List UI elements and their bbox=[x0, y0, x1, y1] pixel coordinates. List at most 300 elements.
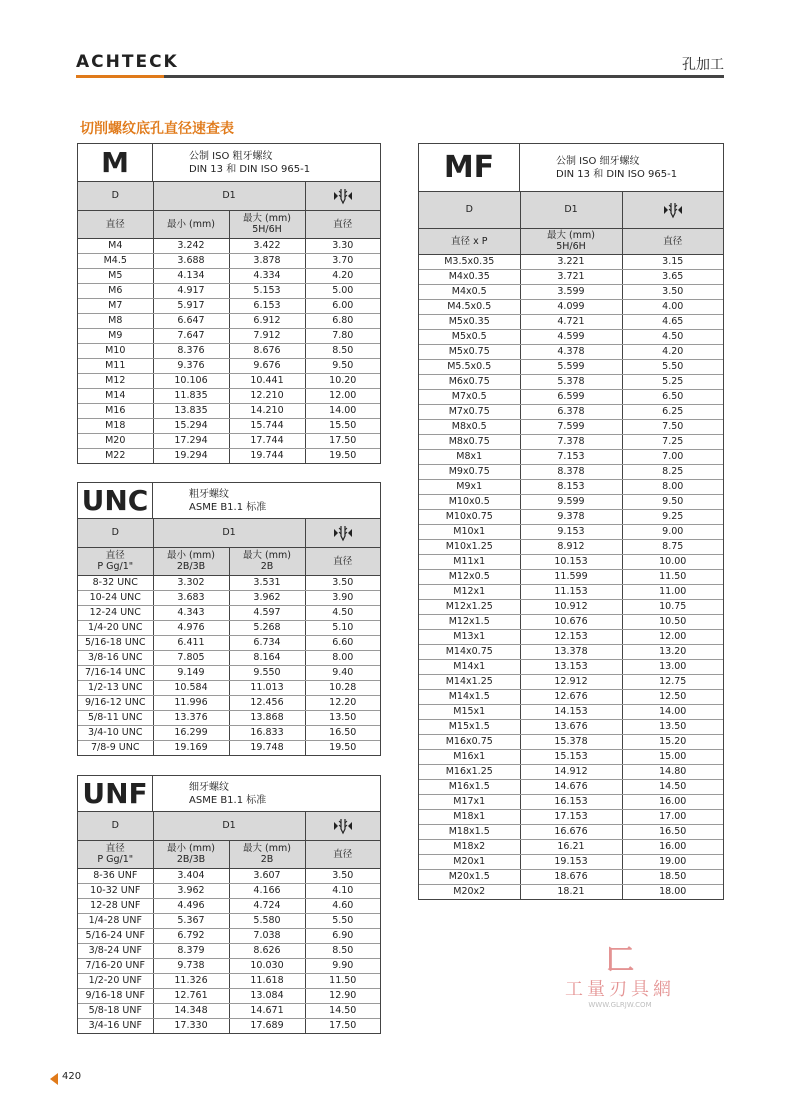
table-cell: 1/4-20 UNC bbox=[78, 620, 153, 635]
table-row bbox=[78, 268, 380, 283]
table-cell: 5/16-18 UNC bbox=[78, 635, 153, 650]
table-cell: 9.550 bbox=[229, 665, 305, 680]
table-row bbox=[419, 509, 723, 524]
mf-table-header bbox=[419, 144, 723, 192]
table-cell: 7/16-14 UNC bbox=[78, 665, 153, 680]
mf-data bbox=[419, 254, 723, 899]
table-row bbox=[78, 575, 380, 590]
table-cell: 7.00 bbox=[622, 449, 723, 464]
table-row bbox=[78, 283, 380, 298]
unf-subheader-0: 直径 P Gg/1" bbox=[78, 840, 153, 868]
unf-subheader-1: 最小 (mm) 2B/3B bbox=[153, 840, 229, 868]
table-cell: 9.50 bbox=[305, 358, 380, 373]
table-cell: 12.676 bbox=[520, 689, 622, 704]
table-row bbox=[419, 434, 723, 449]
table-row bbox=[419, 749, 723, 764]
table-cell: 5/8-11 UNC bbox=[78, 710, 153, 725]
mf-subheader-2: 直径 bbox=[622, 228, 723, 254]
table-cell: 14.676 bbox=[520, 779, 622, 794]
table-cell: 9.599 bbox=[520, 494, 622, 509]
table-cell: 10.50 bbox=[622, 614, 723, 629]
table-cell: 3.962 bbox=[153, 883, 229, 898]
table-row bbox=[78, 1003, 380, 1018]
table-row bbox=[419, 284, 723, 299]
table-cell: 16.50 bbox=[305, 725, 380, 740]
table-cell: 11.153 bbox=[520, 584, 622, 599]
table-row bbox=[78, 403, 380, 418]
unf-col-d1: D1 bbox=[153, 812, 305, 840]
table-cell: M4x0.35 bbox=[419, 269, 520, 284]
table-cell: M9 bbox=[78, 328, 153, 343]
m-dim-row bbox=[78, 182, 380, 210]
table-unc bbox=[77, 482, 381, 756]
table-cell: 7.599 bbox=[520, 419, 622, 434]
table-row bbox=[419, 869, 723, 884]
table-cell: 5.599 bbox=[520, 359, 622, 374]
table-row bbox=[78, 988, 380, 1003]
table-cell: 10.584 bbox=[153, 680, 229, 695]
table-cell: 5.50 bbox=[305, 913, 380, 928]
table-cell: 17.50 bbox=[305, 433, 380, 448]
table-cell: 6.00 bbox=[305, 298, 380, 313]
table-row bbox=[419, 374, 723, 389]
table-cell: M20x2 bbox=[453, 886, 486, 898]
m-tool-icon-cell bbox=[305, 182, 380, 210]
table-row bbox=[419, 734, 723, 749]
table-cell: 17.153 bbox=[520, 809, 622, 824]
thread-tool-icon bbox=[330, 524, 356, 542]
m-subheader-2: 最大 (mm) 5H/6H bbox=[229, 210, 305, 238]
table-cell: 5.25 bbox=[622, 374, 723, 389]
table-cell: 3.50 bbox=[305, 868, 380, 883]
table-row bbox=[78, 1018, 380, 1033]
mf-code: MF bbox=[419, 144, 520, 191]
table-cell: 13.50 bbox=[622, 719, 723, 734]
table-row bbox=[78, 388, 380, 403]
table-cell: M17x1 bbox=[419, 794, 520, 809]
header-rule bbox=[76, 75, 724, 78]
table-cell: 15.744 bbox=[229, 418, 305, 433]
table-cell: 12.90 bbox=[305, 988, 380, 1003]
unf-tool-icon-cell bbox=[305, 812, 380, 840]
table-cell: M15x1.5 bbox=[419, 719, 520, 734]
table-cell: 7.805 bbox=[153, 650, 229, 665]
table-cell: 10.153 bbox=[520, 554, 622, 569]
table-cell: 3.688 bbox=[153, 253, 229, 268]
table-cell: 19.00 bbox=[622, 854, 723, 869]
table-cell: 11.996 bbox=[153, 695, 229, 710]
table-cell: M15x1 bbox=[419, 704, 520, 719]
table-cell: 6.60 bbox=[305, 635, 380, 650]
table-cell: 6.80 bbox=[305, 313, 380, 328]
table-cell: 19.50 bbox=[305, 448, 380, 463]
mf-col-d1: D1 bbox=[520, 192, 622, 228]
watermark-url: WWW.GLRJW.COM bbox=[588, 1001, 652, 1009]
m-subheader-1: 最小 (mm) bbox=[153, 210, 229, 238]
table-row bbox=[78, 605, 380, 620]
table-cell: 12.761 bbox=[153, 988, 229, 1003]
table-row bbox=[419, 674, 723, 689]
table-cell: 4.099 bbox=[520, 299, 622, 314]
table-cell: M5.5x0.5 bbox=[419, 359, 520, 374]
table-cell: 13.835 bbox=[153, 403, 229, 418]
m-data bbox=[78, 238, 380, 463]
table-cell: 3/4-10 UNC bbox=[78, 725, 153, 740]
watermark bbox=[545, 945, 695, 1009]
m-description bbox=[153, 144, 310, 181]
table-cell: 8.912 bbox=[520, 539, 622, 554]
table-cell: 12.20 bbox=[305, 695, 380, 710]
table-cell: M12x1.25 bbox=[419, 599, 520, 614]
table-cell: 4.65 bbox=[622, 314, 723, 329]
table-cell: M7x0.5 bbox=[419, 389, 520, 404]
table-cell: 3/4-16 UNF bbox=[88, 1020, 142, 1032]
unc-col-d: D bbox=[78, 519, 153, 547]
table-row bbox=[419, 584, 723, 599]
table-cell: 10.106 bbox=[153, 373, 229, 388]
table-cell: 14.00 bbox=[622, 704, 723, 719]
m-col-d1: D1 bbox=[153, 182, 305, 210]
table-cell: 9.378 bbox=[520, 509, 622, 524]
table-row bbox=[78, 328, 380, 343]
table-cell: 1/4-28 UNF bbox=[78, 913, 153, 928]
table-row bbox=[419, 299, 723, 314]
table-cell: 11.326 bbox=[153, 973, 229, 988]
table-cell: 9.00 bbox=[622, 524, 723, 539]
table-cell: 4.917 bbox=[153, 283, 229, 298]
table-cell: M4 bbox=[78, 238, 153, 253]
table-cell: 4.597 bbox=[229, 605, 305, 620]
table-cell: 6.599 bbox=[520, 389, 622, 404]
table-cell: M5x0.35 bbox=[419, 314, 520, 329]
table-row bbox=[419, 629, 723, 644]
m-code: M bbox=[78, 144, 153, 181]
table-cell: 6.912 bbox=[229, 313, 305, 328]
table-cell: 6.50 bbox=[622, 389, 723, 404]
table-row bbox=[78, 710, 380, 725]
unf-table-header bbox=[78, 776, 380, 812]
unc-subheader-0: 直径 P Gg/1" bbox=[78, 547, 153, 575]
table-cell: 9.90 bbox=[305, 958, 380, 973]
table-row bbox=[419, 884, 723, 899]
table-cell: 8.50 bbox=[305, 343, 380, 358]
mf-desc-line2: DIN 13 和 DIN ISO 965-1 bbox=[556, 168, 678, 180]
table-cell: 16.21 bbox=[520, 839, 622, 854]
table-cell: 17.330 bbox=[153, 1018, 229, 1033]
table-row bbox=[78, 943, 380, 958]
table-row bbox=[78, 913, 380, 928]
table-cell: 13.868 bbox=[229, 710, 305, 725]
table-cell: 11.50 bbox=[305, 973, 380, 988]
table-row bbox=[419, 449, 723, 464]
table-cell: 5.378 bbox=[520, 374, 622, 389]
table-cell: 3.607 bbox=[229, 868, 305, 883]
table-cell: 8.75 bbox=[622, 539, 723, 554]
table-row bbox=[78, 680, 380, 695]
table-cell: 19.153 bbox=[520, 854, 622, 869]
table-cell: 10.00 bbox=[622, 554, 723, 569]
table-cell: 8.50 bbox=[305, 943, 380, 958]
table-row bbox=[419, 689, 723, 704]
brand-logo: ACHTECK bbox=[76, 52, 179, 72]
table-cell: 7.378 bbox=[520, 434, 622, 449]
table-cell: 17.50 bbox=[305, 1018, 380, 1033]
table-cell: 3/8-24 UNF bbox=[78, 943, 153, 958]
table-cell: 7.647 bbox=[153, 328, 229, 343]
unf-desc-line1: 细牙螺纹 bbox=[189, 781, 229, 793]
table-cell: 18.21 bbox=[520, 884, 622, 899]
table-cell: M9x1 bbox=[419, 479, 520, 494]
table-cell: 10-24 UNC bbox=[78, 590, 153, 605]
table-cell: 13.20 bbox=[622, 644, 723, 659]
table-cell: 4.166 bbox=[229, 883, 305, 898]
table-row bbox=[78, 665, 380, 680]
table-cell: 14.671 bbox=[229, 1003, 305, 1018]
table-cell: M11x1 bbox=[419, 554, 520, 569]
table-cell: M22 bbox=[105, 450, 126, 462]
table-cell: 16.50 bbox=[622, 824, 723, 839]
table-cell: 12.00 bbox=[622, 629, 723, 644]
table-cell: 3.404 bbox=[153, 868, 229, 883]
table-cell: 4.378 bbox=[520, 344, 622, 359]
table-row bbox=[419, 359, 723, 374]
table-cell: M6 bbox=[78, 283, 153, 298]
table-row bbox=[419, 764, 723, 779]
table-row bbox=[419, 614, 723, 629]
table-cell: 16.833 bbox=[229, 725, 305, 740]
table-cell: M8x0.5 bbox=[419, 419, 520, 434]
table-cell: 10-32 UNF bbox=[78, 883, 153, 898]
unc-table-body bbox=[78, 519, 380, 755]
table-cell: 5.00 bbox=[305, 283, 380, 298]
table-row bbox=[419, 569, 723, 584]
table-cell: 3.962 bbox=[229, 590, 305, 605]
table-cell: 1/2-13 UNC bbox=[78, 680, 153, 695]
table-row bbox=[419, 404, 723, 419]
table-cell: 14.153 bbox=[520, 704, 622, 719]
table-row bbox=[78, 898, 380, 913]
table-row bbox=[419, 494, 723, 509]
table-row bbox=[419, 524, 723, 539]
table-row bbox=[78, 418, 380, 433]
table-cell: 8.626 bbox=[229, 943, 305, 958]
mf-tool-icon-cell bbox=[622, 192, 723, 228]
table-cell: M12 bbox=[78, 373, 153, 388]
unc-subheader-1: 最小 (mm) 2B/3B bbox=[153, 547, 229, 575]
m-subheader-3: 直径 bbox=[305, 210, 380, 238]
table-cell: M8x1 bbox=[419, 449, 520, 464]
m-desc-line1: 公制 ISO 粗牙螺纹 bbox=[189, 150, 273, 162]
unf-data bbox=[78, 868, 380, 1033]
table-cell: 17.689 bbox=[229, 1018, 305, 1033]
table-cell: 7/16-20 UNF bbox=[78, 958, 153, 973]
watermark-name: 工量刃具網 bbox=[565, 979, 675, 1000]
table-cell: 8.379 bbox=[153, 943, 229, 958]
table-unf bbox=[77, 775, 381, 1034]
table-cell: 13.676 bbox=[520, 719, 622, 734]
table-row bbox=[78, 298, 380, 313]
table-cell: 7/8-9 UNC bbox=[91, 742, 140, 754]
table-cell: 3.878 bbox=[229, 253, 305, 268]
unc-tool-icon-cell bbox=[305, 519, 380, 547]
unc-data bbox=[78, 575, 380, 755]
unc-subheader-2: 最大 (mm) 2B bbox=[229, 547, 305, 575]
table-cell: 13.153 bbox=[520, 659, 622, 674]
mf-description bbox=[520, 144, 677, 191]
table-cell: M14x0.75 bbox=[419, 644, 520, 659]
table-row bbox=[78, 448, 380, 463]
table-cell: M16x0.75 bbox=[419, 734, 520, 749]
mf-subheader-0: 直径 x P bbox=[419, 228, 520, 254]
table-cell: 16.299 bbox=[153, 725, 229, 740]
table-cell: 3.721 bbox=[520, 269, 622, 284]
table-cell: 6.153 bbox=[229, 298, 305, 313]
table-cell: M16x1.5 bbox=[419, 779, 520, 794]
m-table-body bbox=[78, 182, 380, 463]
unf-desc-line2: ASME B1.1 标准 bbox=[189, 794, 267, 806]
table-row bbox=[419, 419, 723, 434]
table-row bbox=[419, 719, 723, 734]
watermark-logo: 匚 bbox=[605, 943, 634, 976]
table-cell: 4.20 bbox=[622, 344, 723, 359]
mf-subheader-row bbox=[419, 228, 723, 254]
table-cell: M18 bbox=[78, 418, 153, 433]
table-cell: M12x0.5 bbox=[419, 569, 520, 584]
table-row bbox=[419, 794, 723, 809]
table-cell: 12.75 bbox=[622, 674, 723, 689]
table-cell: 5.580 bbox=[229, 913, 305, 928]
table-cell: 4.976 bbox=[153, 620, 229, 635]
table-cell: 17.294 bbox=[153, 433, 229, 448]
table-cell: 9.676 bbox=[229, 358, 305, 373]
table-cell: 4.50 bbox=[622, 329, 723, 344]
table-cell: 19.748 bbox=[229, 740, 305, 755]
m-table-header bbox=[78, 144, 380, 182]
table-cell: M10x0.75 bbox=[419, 509, 520, 524]
table-cell: M5x0.5 bbox=[419, 329, 520, 344]
table-cell: M20x1.5 bbox=[419, 869, 520, 884]
table-cell: 8.25 bbox=[622, 464, 723, 479]
table-cell: 17.00 bbox=[622, 809, 723, 824]
table-row bbox=[419, 779, 723, 794]
table-cell: 9.25 bbox=[622, 509, 723, 524]
table-m bbox=[77, 143, 381, 464]
table-cell: 3.242 bbox=[153, 238, 229, 253]
table-cell: 16.153 bbox=[520, 794, 622, 809]
table-cell: 5/8-18 UNF bbox=[78, 1003, 153, 1018]
table-mf bbox=[418, 143, 724, 900]
table-cell: M13x1 bbox=[419, 629, 520, 644]
table-row bbox=[419, 389, 723, 404]
table-cell: 6.792 bbox=[153, 928, 229, 943]
table-row bbox=[78, 373, 380, 388]
table-cell: 14.348 bbox=[153, 1003, 229, 1018]
unc-description bbox=[153, 483, 266, 518]
table-cell: M16 bbox=[78, 403, 153, 418]
thread-tool-icon bbox=[660, 201, 686, 219]
table-cell: M12x1.5 bbox=[419, 614, 520, 629]
table-cell: 11.618 bbox=[229, 973, 305, 988]
table-row bbox=[78, 695, 380, 710]
table-cell: 6.378 bbox=[520, 404, 622, 419]
table-cell: 3.683 bbox=[153, 590, 229, 605]
table-cell: 5.153 bbox=[229, 283, 305, 298]
table-cell: 15.20 bbox=[622, 734, 723, 749]
table-row bbox=[78, 928, 380, 943]
table-row bbox=[419, 659, 723, 674]
table-row bbox=[419, 539, 723, 554]
unc-subheader-row bbox=[78, 547, 380, 575]
table-row bbox=[419, 644, 723, 659]
table-cell: M18x1.5 bbox=[419, 824, 520, 839]
table-cell: 4.721 bbox=[520, 314, 622, 329]
table-cell: 14.50 bbox=[622, 779, 723, 794]
unc-desc-line2: ASME B1.1 标准 bbox=[189, 501, 267, 513]
table-cell: 6.411 bbox=[153, 635, 229, 650]
table-row bbox=[78, 343, 380, 358]
table-row bbox=[78, 883, 380, 898]
table-cell: 13.00 bbox=[622, 659, 723, 674]
table-row bbox=[419, 704, 723, 719]
table-cell: 12-24 UNC bbox=[78, 605, 153, 620]
table-row bbox=[419, 839, 723, 854]
table-cell: 17.744 bbox=[229, 433, 305, 448]
table-cell: 3.50 bbox=[305, 575, 380, 590]
table-cell: 9/16-12 UNC bbox=[78, 695, 153, 710]
table-cell: M9x0.75 bbox=[419, 464, 520, 479]
table-cell: 4.599 bbox=[520, 329, 622, 344]
unf-subheader-row bbox=[78, 840, 380, 868]
page-heading: 切削螺纹底孔直径速查表 bbox=[80, 121, 234, 137]
table-cell: 8.153 bbox=[520, 479, 622, 494]
table-cell: 6.25 bbox=[622, 404, 723, 419]
table-cell: M5x0.75 bbox=[419, 344, 520, 359]
table-cell: M4.5 bbox=[78, 253, 153, 268]
table-cell: 10.20 bbox=[305, 373, 380, 388]
table-cell: 12.456 bbox=[229, 695, 305, 710]
table-cell: 16.676 bbox=[520, 824, 622, 839]
table-cell: 5.367 bbox=[153, 913, 229, 928]
table-row bbox=[419, 854, 723, 869]
unc-subheader-3: 直径 bbox=[305, 547, 380, 575]
table-cell: 18.00 bbox=[622, 884, 723, 899]
table-cell: 14.00 bbox=[305, 403, 380, 418]
table-cell: 13.084 bbox=[229, 988, 305, 1003]
table-cell: M18x1 bbox=[419, 809, 520, 824]
table-cell: 14.80 bbox=[622, 764, 723, 779]
table-cell: 7.80 bbox=[305, 328, 380, 343]
table-cell: M20 bbox=[78, 433, 153, 448]
table-cell: 6.90 bbox=[305, 928, 380, 943]
table-row bbox=[78, 358, 380, 373]
table-cell: 9.376 bbox=[153, 358, 229, 373]
table-cell: 8.378 bbox=[520, 464, 622, 479]
table-cell: M7x0.75 bbox=[419, 404, 520, 419]
table-cell: 10.030 bbox=[229, 958, 305, 973]
table-row bbox=[78, 620, 380, 635]
table-cell: 8.00 bbox=[622, 479, 723, 494]
table-cell: 4.50 bbox=[305, 605, 380, 620]
table-row bbox=[78, 958, 380, 973]
table-row bbox=[419, 824, 723, 839]
mf-table-body bbox=[419, 192, 723, 899]
table-cell: M12x1 bbox=[419, 584, 520, 599]
table-row bbox=[78, 725, 380, 740]
table-cell: 10.75 bbox=[622, 599, 723, 614]
m-subheader-row bbox=[78, 210, 380, 238]
table-row bbox=[419, 329, 723, 344]
table-cell: 9.50 bbox=[622, 494, 723, 509]
